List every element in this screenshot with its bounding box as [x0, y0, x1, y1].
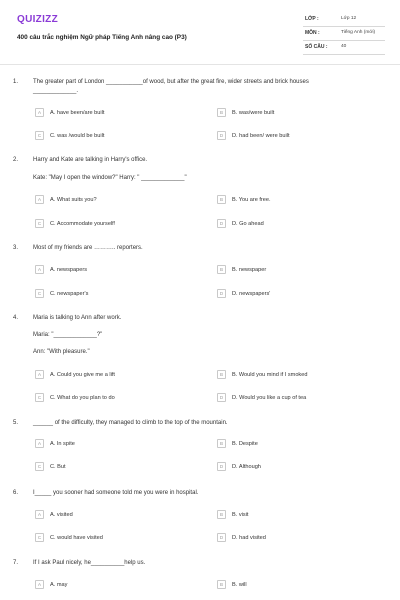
option-letter-box: C	[35, 533, 44, 542]
option-text: A. What suits you?	[50, 196, 97, 203]
option-letter-box: A	[35, 439, 44, 448]
option-text: D. had been/ were built	[232, 132, 290, 139]
option-text: A. visited	[50, 511, 73, 518]
option-text: D. Would you like a cup of tea	[232, 394, 307, 401]
option-text: B. was/were built	[232, 109, 275, 116]
option-text: B. You are free.	[232, 196, 271, 203]
option-text: A. In spite	[50, 440, 75, 447]
option-letter-box: B	[217, 195, 226, 204]
option-letter-box: D	[217, 289, 226, 298]
option-text: D. Although	[232, 463, 261, 470]
option-letter-box: D	[217, 393, 226, 402]
option-text: B. Despite	[232, 440, 258, 447]
question-number: 3.	[13, 245, 19, 251]
option-letter-box: B	[217, 510, 226, 519]
option-text: A. have been/are built	[50, 109, 105, 116]
quiz-header	[0, 0, 400, 64]
option-letter-box: B	[217, 265, 226, 274]
option-text: A. Could you give me a lift	[50, 371, 115, 378]
option-letter-box: D	[217, 533, 226, 542]
option-letter-box: C	[35, 393, 44, 402]
option-letter-box: A	[35, 265, 44, 274]
option-text: C. Accommodate yourself!	[50, 220, 116, 227]
question-text: Most of my friends are ……….. reporters.	[33, 245, 143, 251]
option-text: C. newspaper's	[50, 290, 89, 297]
meta-row-count	[303, 41, 385, 55]
option-text: D. Go ahead	[232, 220, 264, 227]
option-text: C. was /would be built	[50, 132, 105, 139]
option-letter-box: B	[217, 370, 226, 379]
option-text: D. had visited	[232, 534, 266, 541]
question-number: 7.	[13, 560, 19, 566]
question-text: The greater part of London ___________of wood, but after the great fire, wider streets and brick houses	[33, 79, 309, 85]
document-title: 400 câu trắc nghiệm Ngữ pháp Tiếng Anh nâng cao (P3)	[17, 34, 187, 41]
option-letter-box: A	[35, 510, 44, 519]
option-text: B. newspaper	[232, 266, 267, 273]
header-divider	[0, 64, 400, 65]
question-text: _____________.	[33, 88, 79, 94]
question-text: Ann: "With pleasure."	[33, 349, 90, 355]
option-letter-box: A	[35, 580, 44, 589]
meta-row-class	[303, 13, 385, 27]
option-text: B. visit	[232, 511, 249, 518]
option-letter-box: D	[217, 131, 226, 140]
question-number: 6.	[13, 490, 19, 496]
meta-label: SỐ CÂU :	[305, 44, 328, 50]
meta-row-subject	[303, 27, 385, 41]
question-text: ______ of the difficulty, they managed to climb to the top of the mountain.	[33, 420, 228, 426]
meta-value: Lớp 12	[341, 16, 357, 21]
question-number: 2.	[13, 157, 19, 163]
question-number: 4.	[13, 315, 19, 321]
option-text: B. Would you mind if I smoked	[232, 371, 308, 378]
option-text: C. What do you plan to do	[50, 394, 115, 401]
option-letter-box: B	[217, 108, 226, 117]
meta-value: Tiếng Anh (mới)	[341, 30, 376, 35]
option-text: B. will	[232, 581, 247, 588]
meta-label: MÔN :	[305, 30, 320, 36]
question-text: Maria: "_____________?"	[33, 332, 103, 338]
question-text: If I ask Paul nicely, he__________help us.	[33, 560, 146, 566]
option-letter-box: C	[35, 219, 44, 228]
option-text: C. would have visited	[50, 534, 103, 541]
option-letter-box: B	[217, 580, 226, 589]
option-letter-box: A	[35, 370, 44, 379]
quiz-meta-table	[303, 13, 385, 55]
option-letter-box: B	[217, 439, 226, 448]
question-text: Maria is talking to Ann after work.	[33, 315, 122, 321]
option-text: A. newspapers	[50, 266, 88, 273]
quizizz-logo: QUIZIZZ	[17, 14, 58, 25]
option-letter-box: C	[35, 131, 44, 140]
option-letter-box: C	[35, 289, 44, 298]
option-text: A. may	[50, 581, 68, 588]
meta-label: LỚP :	[305, 16, 319, 22]
question-number: 5.	[13, 420, 19, 426]
question-number: 1.	[13, 79, 19, 85]
question-text: Kate: "May I open the window?" Harry: " _____________"	[33, 175, 187, 181]
option-text: C. But	[50, 463, 66, 470]
option-letter-box: C	[35, 462, 44, 471]
question-text: I_____ you sooner had someone told me you were in hospital.	[33, 490, 199, 496]
option-text: D. newspapers'	[232, 290, 271, 297]
question-text: Harry and Kate are talking in Harry's office.	[33, 157, 148, 163]
option-letter-box: D	[217, 462, 226, 471]
option-letter-box: A	[35, 195, 44, 204]
option-letter-box: D	[217, 219, 226, 228]
option-letter-box: A	[35, 108, 44, 117]
meta-value: 40	[341, 44, 347, 49]
